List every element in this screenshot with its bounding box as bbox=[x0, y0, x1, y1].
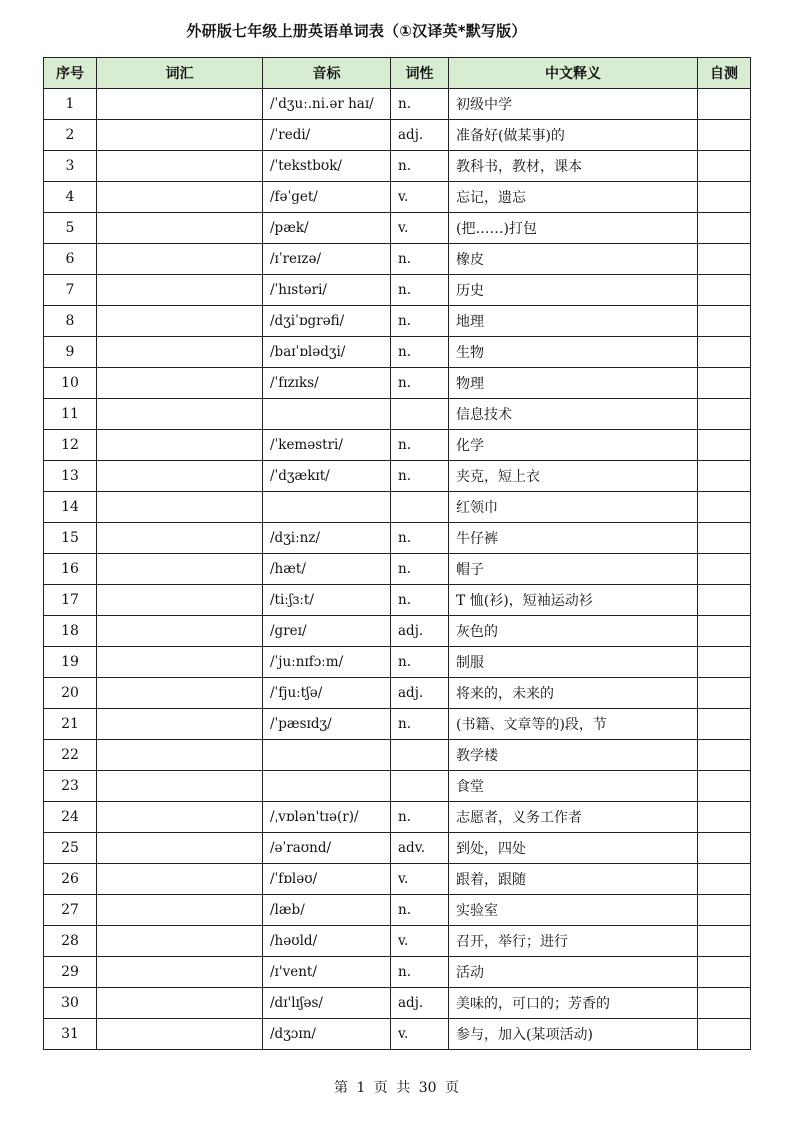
row-number: 17 bbox=[44, 585, 97, 616]
self-check-cell[interactable] bbox=[698, 895, 751, 926]
self-check-cell[interactable] bbox=[698, 988, 751, 1019]
word-blank-cell[interactable] bbox=[97, 244, 263, 275]
self-check-cell[interactable] bbox=[698, 399, 751, 430]
phonetic-cell bbox=[263, 399, 391, 430]
part-of-speech-cell: n. bbox=[391, 337, 449, 368]
self-check-cell[interactable] bbox=[698, 275, 751, 306]
word-blank-cell[interactable] bbox=[97, 802, 263, 833]
page-footer: 第 1 页 共 30 页 bbox=[334, 1080, 459, 1096]
phonetic-cell bbox=[263, 771, 391, 802]
table-header-row bbox=[44, 58, 751, 89]
part-of-speech-cell: adj. bbox=[391, 120, 449, 151]
phonetic-cell: /ˈdʒuː.ni.ər haɪ/ bbox=[263, 89, 391, 120]
meaning-cell: 到处，四处 bbox=[449, 833, 698, 864]
word-blank-cell[interactable] bbox=[97, 616, 263, 647]
table-row bbox=[44, 647, 751, 678]
table-row bbox=[44, 864, 751, 895]
self-check-cell[interactable] bbox=[698, 430, 751, 461]
phonetic-cell: /ˈredi/ bbox=[263, 120, 391, 151]
header-number: 序号 bbox=[44, 58, 97, 89]
table-row bbox=[44, 275, 751, 306]
table-row bbox=[44, 926, 751, 957]
row-number: 29 bbox=[44, 957, 97, 988]
part-of-speech-cell bbox=[391, 771, 449, 802]
row-number: 8 bbox=[44, 306, 97, 337]
part-of-speech-cell bbox=[391, 399, 449, 430]
self-check-cell[interactable] bbox=[698, 864, 751, 895]
meaning-cell: 橡皮 bbox=[449, 244, 698, 275]
phonetic-cell: /ˌvɒlən'tɪə(r)/ bbox=[263, 802, 391, 833]
table-row bbox=[44, 89, 751, 120]
meaning-cell: 准备好(做某事)的 bbox=[449, 120, 698, 151]
table-row bbox=[44, 213, 751, 244]
word-blank-cell[interactable] bbox=[97, 895, 263, 926]
part-of-speech-cell: n. bbox=[391, 957, 449, 988]
meaning-cell: 教学楼 bbox=[449, 740, 698, 771]
phonetic-cell: /baɪˈɒlədʒi/ bbox=[263, 337, 391, 368]
meaning-cell: 将来的，未来的 bbox=[449, 678, 698, 709]
part-of-speech-cell: adj. bbox=[391, 616, 449, 647]
phonetic-cell bbox=[263, 492, 391, 523]
table-row bbox=[44, 554, 751, 585]
phonetic-cell: /ˈtekstbʊk/ bbox=[263, 151, 391, 182]
phonetic-cell: /pæk/ bbox=[263, 213, 391, 244]
row-number: 28 bbox=[44, 926, 97, 957]
part-of-speech-cell: adv. bbox=[391, 833, 449, 864]
part-of-speech-cell: n. bbox=[391, 554, 449, 585]
table-row bbox=[44, 120, 751, 151]
part-of-speech-cell: n. bbox=[391, 430, 449, 461]
part-of-speech-cell: n. bbox=[391, 244, 449, 275]
table-row bbox=[44, 833, 751, 864]
table-row bbox=[44, 771, 751, 802]
row-number: 31 bbox=[44, 1019, 97, 1050]
word-blank-cell[interactable] bbox=[97, 771, 263, 802]
word-blank-cell[interactable] bbox=[97, 833, 263, 864]
self-check-cell[interactable] bbox=[698, 523, 751, 554]
row-number: 26 bbox=[44, 864, 97, 895]
self-check-cell[interactable] bbox=[698, 833, 751, 864]
table-row bbox=[44, 368, 751, 399]
phonetic-cell: /dʒɔɪn/ bbox=[263, 1019, 391, 1050]
meaning-cell: 初级中学 bbox=[449, 89, 698, 120]
table-row bbox=[44, 461, 751, 492]
table-row bbox=[44, 430, 751, 461]
header-part-of-speech: 词性 bbox=[391, 58, 449, 89]
part-of-speech-cell: n. bbox=[391, 275, 449, 306]
phonetic-cell bbox=[263, 740, 391, 771]
part-of-speech-cell: n. bbox=[391, 709, 449, 740]
part-of-speech-cell: v. bbox=[391, 1019, 449, 1050]
row-number: 3 bbox=[44, 151, 97, 182]
self-check-cell[interactable] bbox=[698, 368, 751, 399]
part-of-speech-cell: v. bbox=[391, 926, 449, 957]
self-check-cell[interactable] bbox=[698, 151, 751, 182]
word-blank-cell[interactable] bbox=[97, 864, 263, 895]
word-blank-cell[interactable] bbox=[97, 399, 263, 430]
part-of-speech-cell bbox=[391, 492, 449, 523]
word-blank-cell[interactable] bbox=[97, 306, 263, 337]
table-row bbox=[44, 151, 751, 182]
meaning-cell: 教科书，教材，课本 bbox=[449, 151, 698, 182]
row-number: 20 bbox=[44, 678, 97, 709]
meaning-cell: 夹克，短上衣 bbox=[449, 461, 698, 492]
table-row bbox=[44, 957, 751, 988]
self-check-cell[interactable] bbox=[698, 461, 751, 492]
table-row bbox=[44, 585, 751, 616]
table-row bbox=[44, 616, 751, 647]
row-number: 30 bbox=[44, 988, 97, 1019]
self-check-cell[interactable] bbox=[698, 306, 751, 337]
word-blank-cell[interactable] bbox=[97, 709, 263, 740]
table-row bbox=[44, 709, 751, 740]
part-of-speech-cell: n. bbox=[391, 89, 449, 120]
row-number: 11 bbox=[44, 399, 97, 430]
row-number: 5 bbox=[44, 213, 97, 244]
part-of-speech-cell: adj. bbox=[391, 988, 449, 1019]
table-row bbox=[44, 523, 751, 554]
self-check-cell[interactable] bbox=[698, 771, 751, 802]
meaning-cell: 牛仔裤 bbox=[449, 523, 698, 554]
header-word: 词汇 bbox=[97, 58, 263, 89]
meaning-cell: 红领巾 bbox=[449, 492, 698, 523]
table-row bbox=[44, 988, 751, 1019]
phonetic-cell: /dʒiˈɒgrəfi/ bbox=[263, 306, 391, 337]
table-row bbox=[44, 306, 751, 337]
meaning-cell: 忘记，遗忘 bbox=[449, 182, 698, 213]
phonetic-cell: /greɪ/ bbox=[263, 616, 391, 647]
meaning-cell: 帽子 bbox=[449, 554, 698, 585]
word-blank-cell[interactable] bbox=[97, 957, 263, 988]
header-phonetic: 音标 bbox=[263, 58, 391, 89]
phonetic-cell: /həʊld/ bbox=[263, 926, 391, 957]
meaning-cell: 信息技术 bbox=[449, 399, 698, 430]
phonetic-cell: /læb/ bbox=[263, 895, 391, 926]
part-of-speech-cell: n. bbox=[391, 585, 449, 616]
row-number: 2 bbox=[44, 120, 97, 151]
row-number: 9 bbox=[44, 337, 97, 368]
meaning-cell: 志愿者，义务工作者 bbox=[449, 802, 698, 833]
phonetic-cell: /dʒiːnz/ bbox=[263, 523, 391, 554]
row-number: 15 bbox=[44, 523, 97, 554]
phonetic-cell: /ˈfjuːtʃə/ bbox=[263, 678, 391, 709]
part-of-speech-cell: v. bbox=[391, 182, 449, 213]
table-row bbox=[44, 492, 751, 523]
meaning-cell: (书籍、文章等的)段，节 bbox=[449, 709, 698, 740]
row-number: 21 bbox=[44, 709, 97, 740]
self-check-cell[interactable] bbox=[698, 89, 751, 120]
table-row bbox=[44, 740, 751, 771]
part-of-speech-cell: n. bbox=[391, 368, 449, 399]
header-self-check: 自测 bbox=[698, 58, 751, 89]
word-blank-cell[interactable] bbox=[97, 988, 263, 1019]
header-meaning: 中文释义 bbox=[449, 58, 698, 89]
phonetic-cell: /ˈpæsɪdʒ/ bbox=[263, 709, 391, 740]
table-row bbox=[44, 802, 751, 833]
phonetic-cell: /ɪˈreɪzə/ bbox=[263, 244, 391, 275]
meaning-cell: 灰色的 bbox=[449, 616, 698, 647]
table-body bbox=[44, 89, 751, 1050]
self-check-cell[interactable] bbox=[698, 182, 751, 213]
word-blank-cell[interactable] bbox=[97, 740, 263, 771]
self-check-cell[interactable] bbox=[698, 740, 751, 771]
meaning-cell: 化学 bbox=[449, 430, 698, 461]
meaning-cell: 活动 bbox=[449, 957, 698, 988]
phonetic-cell: /fəˈget/ bbox=[263, 182, 391, 213]
row-number: 1 bbox=[44, 89, 97, 120]
phonetic-cell: /ɪ'vent/ bbox=[263, 957, 391, 988]
part-of-speech-cell: n. bbox=[391, 647, 449, 678]
part-of-speech-cell: adj. bbox=[391, 678, 449, 709]
part-of-speech-cell: n. bbox=[391, 151, 449, 182]
meaning-cell: 物理 bbox=[449, 368, 698, 399]
self-check-cell[interactable] bbox=[698, 213, 751, 244]
phonetic-cell: /ˈhɪstəri/ bbox=[263, 275, 391, 306]
row-number: 10 bbox=[44, 368, 97, 399]
row-number: 27 bbox=[44, 895, 97, 926]
vocabulary-table bbox=[43, 57, 751, 1050]
word-blank-cell[interactable] bbox=[97, 585, 263, 616]
word-blank-cell[interactable] bbox=[97, 461, 263, 492]
row-number: 14 bbox=[44, 492, 97, 523]
phonetic-cell: /tiːʃɜːt/ bbox=[263, 585, 391, 616]
table-row bbox=[44, 244, 751, 275]
table-row bbox=[44, 337, 751, 368]
meaning-cell: 地理 bbox=[449, 306, 698, 337]
word-blank-cell[interactable] bbox=[97, 337, 263, 368]
part-of-speech-cell: n. bbox=[391, 306, 449, 337]
part-of-speech-cell: n. bbox=[391, 895, 449, 926]
table-row bbox=[44, 895, 751, 926]
meaning-cell: 跟着，跟随 bbox=[449, 864, 698, 895]
meaning-cell: 历史 bbox=[449, 275, 698, 306]
phonetic-cell: /əˈraʊnd/ bbox=[263, 833, 391, 864]
meaning-cell: T 恤(衫)，短袖运动衫 bbox=[449, 585, 698, 616]
row-number: 13 bbox=[44, 461, 97, 492]
table-row bbox=[44, 1019, 751, 1050]
row-number: 7 bbox=[44, 275, 97, 306]
self-check-cell[interactable] bbox=[698, 957, 751, 988]
meaning-cell: 实验室 bbox=[449, 895, 698, 926]
row-number: 6 bbox=[44, 244, 97, 275]
meaning-cell: 制服 bbox=[449, 647, 698, 678]
row-number: 12 bbox=[44, 430, 97, 461]
phonetic-cell: /dɪ'lɪʃəs/ bbox=[263, 988, 391, 1019]
self-check-cell[interactable] bbox=[698, 926, 751, 957]
meaning-cell: 生物 bbox=[449, 337, 698, 368]
phonetic-cell: /ˈkeməstri/ bbox=[263, 430, 391, 461]
self-check-cell[interactable] bbox=[698, 802, 751, 833]
word-blank-cell[interactable] bbox=[97, 678, 263, 709]
word-blank-cell[interactable] bbox=[97, 492, 263, 523]
part-of-speech-cell: n. bbox=[391, 802, 449, 833]
phonetic-cell: /ˈjuːnɪfɔːm/ bbox=[263, 647, 391, 678]
row-number: 4 bbox=[44, 182, 97, 213]
word-blank-cell[interactable] bbox=[97, 430, 263, 461]
word-blank-cell[interactable] bbox=[97, 1019, 263, 1050]
table-row bbox=[44, 678, 751, 709]
row-number: 19 bbox=[44, 647, 97, 678]
part-of-speech-cell: n. bbox=[391, 523, 449, 554]
word-blank-cell[interactable] bbox=[97, 554, 263, 585]
word-blank-cell[interactable] bbox=[97, 368, 263, 399]
word-blank-cell[interactable] bbox=[97, 151, 263, 182]
table-row bbox=[44, 182, 751, 213]
table-row bbox=[44, 399, 751, 430]
word-blank-cell[interactable] bbox=[97, 926, 263, 957]
self-check-cell[interactable] bbox=[698, 120, 751, 151]
self-check-cell[interactable] bbox=[698, 337, 751, 368]
word-blank-cell[interactable] bbox=[97, 523, 263, 554]
word-blank-cell[interactable] bbox=[97, 647, 263, 678]
word-blank-cell[interactable] bbox=[97, 89, 263, 120]
part-of-speech-cell: v. bbox=[391, 864, 449, 895]
self-check-cell[interactable] bbox=[698, 647, 751, 678]
word-blank-cell[interactable] bbox=[97, 120, 263, 151]
self-check-cell[interactable] bbox=[698, 554, 751, 585]
word-blank-cell[interactable] bbox=[97, 275, 263, 306]
phonetic-cell: /ˈdʒækɪt/ bbox=[263, 461, 391, 492]
self-check-cell[interactable] bbox=[698, 616, 751, 647]
self-check-cell[interactable] bbox=[698, 1019, 751, 1050]
part-of-speech-cell bbox=[391, 740, 449, 771]
row-number: 18 bbox=[44, 616, 97, 647]
phonetic-cell: /ˈfɒləʊ/ bbox=[263, 864, 391, 895]
row-number: 22 bbox=[44, 740, 97, 771]
meaning-cell: 食堂 bbox=[449, 771, 698, 802]
self-check-cell[interactable] bbox=[698, 709, 751, 740]
document-title: 外研版七年级上册英语单词表（①汉译英*默写版） bbox=[186, 22, 527, 40]
phonetic-cell: /hæt/ bbox=[263, 554, 391, 585]
row-number: 24 bbox=[44, 802, 97, 833]
word-blank-cell[interactable] bbox=[97, 182, 263, 213]
phonetic-cell: /ˈfɪzɪks/ bbox=[263, 368, 391, 399]
row-number: 23 bbox=[44, 771, 97, 802]
row-number: 16 bbox=[44, 554, 97, 585]
meaning-cell: 参与，加入(某项活动) bbox=[449, 1019, 698, 1050]
word-blank-cell[interactable] bbox=[97, 213, 263, 244]
self-check-cell[interactable] bbox=[698, 244, 751, 275]
part-of-speech-cell: v. bbox=[391, 213, 449, 244]
meaning-cell: 召开，举行；进行 bbox=[449, 926, 698, 957]
self-check-cell[interactable] bbox=[698, 585, 751, 616]
meaning-cell: 美味的，可口的；芳香的 bbox=[449, 988, 698, 1019]
self-check-cell[interactable] bbox=[698, 492, 751, 523]
self-check-cell[interactable] bbox=[698, 678, 751, 709]
part-of-speech-cell: n. bbox=[391, 461, 449, 492]
meaning-cell: (把……)打包 bbox=[449, 213, 698, 244]
row-number: 25 bbox=[44, 833, 97, 864]
